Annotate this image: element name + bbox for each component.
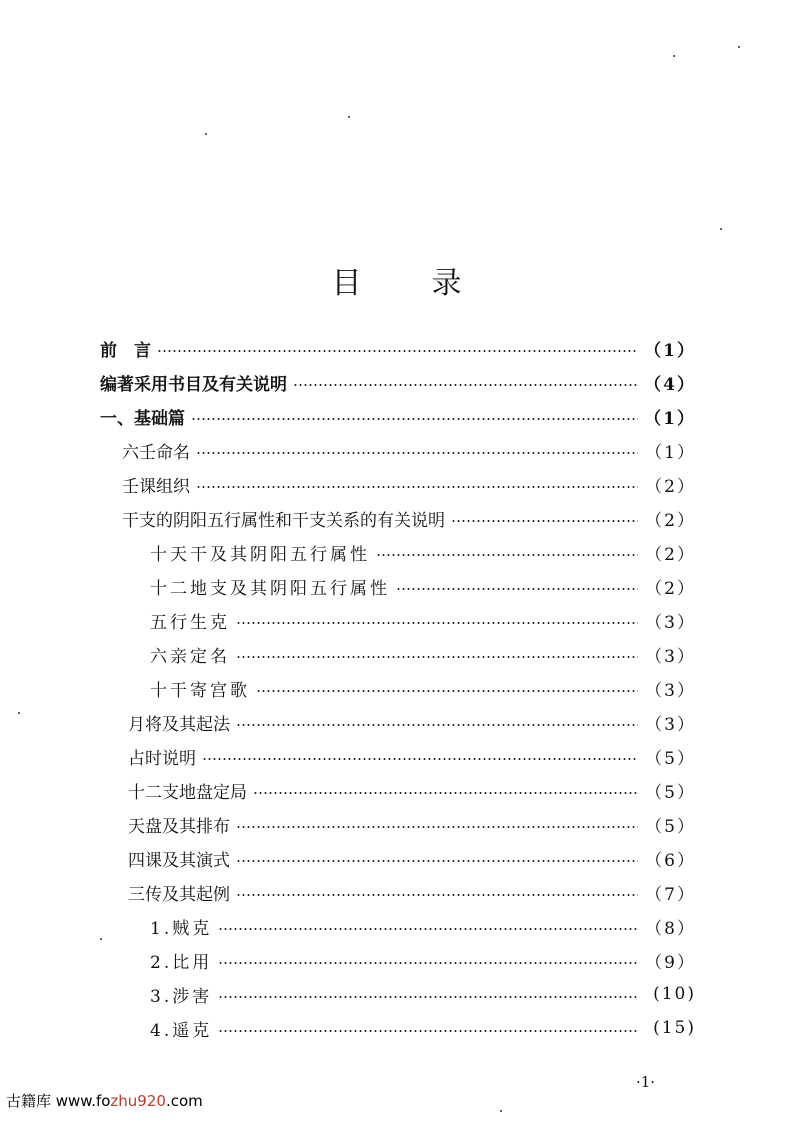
toc-entry[interactable] <box>150 1013 696 1043</box>
toc-entry[interactable] <box>122 469 696 499</box>
toc-entry-label: 月将及其起法 <box>128 714 230 735</box>
dot-leader <box>236 622 638 624</box>
toc-entry-page: （1） <box>645 442 696 463</box>
toc-entry-page: （2） <box>645 510 696 531</box>
dot-leader <box>236 826 638 828</box>
toc-entry-label: 十二支地盘定局 <box>128 782 247 803</box>
dot-leader <box>218 962 638 964</box>
toc-entry-label: 四课及其演式 <box>128 850 230 871</box>
toc-entry[interactable] <box>150 571 696 601</box>
toc-entry-page: （2） <box>645 578 696 599</box>
toc-entry-label: 天盘及其排布 <box>128 816 230 837</box>
toc-entry-page: （8） <box>645 918 696 939</box>
toc-entry[interactable] <box>122 503 696 533</box>
toc-entry-label: 占时说明 <box>128 748 196 769</box>
toc-entry-label: 4.遥克 <box>150 1020 213 1041</box>
toc-entry-label: 2.比用 <box>150 952 213 973</box>
watermark <box>6 1090 203 1111</box>
toc-entry-label: 十天干及其阴阳五行属性 <box>150 544 370 565</box>
watermark-highlight: zhu920 <box>110 1092 166 1110</box>
toc-entry[interactable] <box>150 537 696 567</box>
toc-entry-label: 十干寄宫歌 <box>150 680 250 701</box>
dot-leader <box>376 554 638 556</box>
toc-entry[interactable] <box>128 707 696 737</box>
toc-entry[interactable] <box>150 911 696 941</box>
dot-leader <box>236 860 638 862</box>
watermark-suffix: .com <box>165 1092 203 1110</box>
toc-entry-page: （1） <box>644 340 696 361</box>
toc-entry-label: 1.贼克 <box>150 918 213 939</box>
dot-leader <box>202 758 638 760</box>
scan-speck <box>348 116 350 118</box>
dot-leader <box>218 1030 638 1032</box>
dot-leader <box>196 452 638 454</box>
scan-speck <box>18 712 20 714</box>
dot-leader <box>256 690 638 692</box>
toc-entry-label: 编著采用书目及有关说明 <box>100 374 287 395</box>
dot-leader <box>451 520 638 522</box>
toc-entry[interactable] <box>128 843 696 873</box>
toc-entry[interactable] <box>150 673 696 703</box>
toc-entry[interactable] <box>128 877 696 907</box>
toc-entry-page: （5） <box>645 816 696 837</box>
dot-leader <box>236 894 638 896</box>
toc-entry[interactable] <box>150 639 696 669</box>
scan-speck <box>100 938 102 940</box>
toc-entry-page: （3） <box>645 612 696 633</box>
dot-leader <box>253 792 638 794</box>
toc-entry[interactable] <box>128 775 696 805</box>
toc-entry[interactable] <box>122 435 696 465</box>
toc-entry[interactable] <box>100 367 696 397</box>
toc-entry-label: 六壬命名 <box>122 442 190 463</box>
toc-entry-page: （2） <box>645 476 696 497</box>
toc-entry-page: （3） <box>645 714 696 735</box>
dot-leader <box>236 724 638 726</box>
toc-entry-page: （3） <box>645 646 696 667</box>
toc-entry[interactable] <box>150 605 696 635</box>
title-char-1: 目 <box>331 266 362 301</box>
toc-entry-page: （5） <box>645 748 696 769</box>
toc-entry-page: （4） <box>644 374 696 395</box>
toc-entry-page: （6） <box>645 850 696 871</box>
watermark-prefix: 古籍库 www.fo <box>6 1092 111 1110</box>
toc-entry-page: （7） <box>645 884 696 905</box>
toc-entry-label: 五行生克 <box>150 612 230 633</box>
toc-entry-page: (10) <box>653 984 696 1004</box>
scan-speck <box>720 228 722 230</box>
scan-speck <box>500 1110 502 1112</box>
toc-entry-page: （3） <box>645 680 696 701</box>
dot-leader <box>218 996 638 998</box>
toc-entry[interactable] <box>150 945 696 975</box>
toc-entry-page: （2） <box>645 544 696 565</box>
dot-leader <box>396 588 638 590</box>
toc-entry[interactable] <box>128 741 696 771</box>
toc-entry-label: 一、基础篇 <box>100 408 185 429</box>
page-number: ·1· <box>636 1073 656 1091</box>
toc-entry-page: (15) <box>653 1018 696 1038</box>
toc-entry[interactable] <box>100 401 696 431</box>
dot-leader <box>191 418 638 420</box>
scan-speck <box>673 55 675 57</box>
toc-entry-label: 前 言 <box>100 340 151 361</box>
toc-entry-page: （9） <box>645 952 696 973</box>
toc-entry-label: 壬课组织 <box>122 476 190 497</box>
page-title <box>0 258 793 302</box>
dot-leader <box>293 384 638 386</box>
toc-entry-label: 十二地支及其阴阳五行属性 <box>150 578 390 599</box>
dot-leader <box>196 486 638 488</box>
toc-entry-label: 三传及其起例 <box>128 884 230 905</box>
toc-entry-label: 六亲定名 <box>150 646 230 667</box>
toc-entry[interactable] <box>150 979 696 1009</box>
toc-entry-label: 干支的阴阳五行属性和干支关系的有关说明 <box>122 510 445 531</box>
toc-entry-page: （5） <box>645 782 696 803</box>
toc-entry-page: （1） <box>644 408 696 429</box>
toc-entry-label: 3.涉害 <box>150 986 213 1007</box>
scan-speck <box>738 46 740 48</box>
dot-leader <box>236 656 638 658</box>
title-char-2: 录 <box>431 266 462 301</box>
scan-speck <box>205 133 207 135</box>
dot-leader <box>218 928 638 930</box>
toc-entry[interactable] <box>128 809 696 839</box>
toc-entry[interactable] <box>100 333 696 363</box>
dot-leader <box>157 350 638 352</box>
